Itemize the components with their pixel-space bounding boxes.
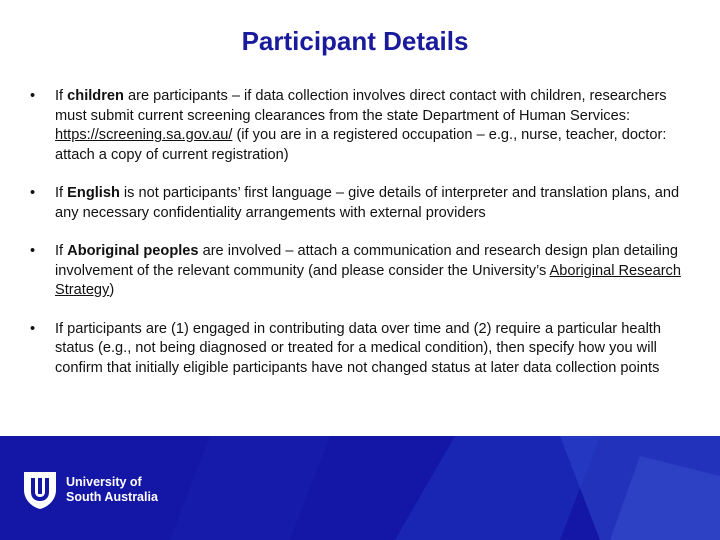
university-name: [66, 475, 158, 505]
aboriginal-research-strategy-link[interactable]: Aboriginal Research Strategy: [55, 262, 681, 298]
item-text-suffix: (if you are in a registered occupation – e.g., nurse, teacher, doctor: attach a copy of current registration): [55, 127, 667, 163]
item-keyword: Aboriginal peoples: [67, 243, 199, 259]
bullet-marker: •: [30, 320, 36, 337]
item-text: If participants are (1) engaged in contributing data over time and (2) require a particular health status (e.g., not being diagnosed or treated for a medical condition), then specify how you will confirm that initially eligible participants have not changed status at later data collection points: [55, 320, 661, 376]
item-text-prefix: If: [55, 243, 68, 259]
bullet-item-children: [30, 87, 695, 165]
university-logo[interactable]: [22, 470, 158, 510]
bullet-marker: •: [30, 243, 36, 259]
item-keyword: children: [67, 88, 124, 104]
bullet-item-english: [30, 184, 695, 223]
item-text: are participants – if data collection involves direct contact with children, researchers must submit current screening clearances from the state Department of Human Services:: [55, 88, 667, 124]
bullet-list: [30, 87, 695, 397]
bullet-item-aboriginal: [30, 242, 695, 301]
item-keyword: English: [67, 185, 120, 201]
item-text: is not participants’ first language – give details of interpreter and translation plans, and any necessary confidentiality arrangements with external providers: [55, 185, 680, 221]
item-text: are involved – attach a communication and research design plan detailing involvement of the relevant community (and please consider the University’s: [55, 243, 678, 279]
screening-link[interactable]: https://screening.sa.gov.au/: [55, 127, 233, 143]
bullet-marker: •: [30, 185, 36, 201]
item-text-prefix: If: [55, 185, 68, 201]
footer-banner: [0, 436, 720, 540]
bullet-item-health-status: [30, 320, 695, 379]
item-text-suffix: ): [109, 282, 115, 298]
item-text-prefix: If: [55, 88, 68, 104]
logo-line-2: South Australia: [66, 490, 158, 504]
bullet-marker: •: [30, 88, 36, 104]
unisa-logo-icon: [22, 470, 58, 510]
logo-line-1: University of: [66, 475, 142, 489]
slide-title: Participant Details: [241, 26, 469, 56]
